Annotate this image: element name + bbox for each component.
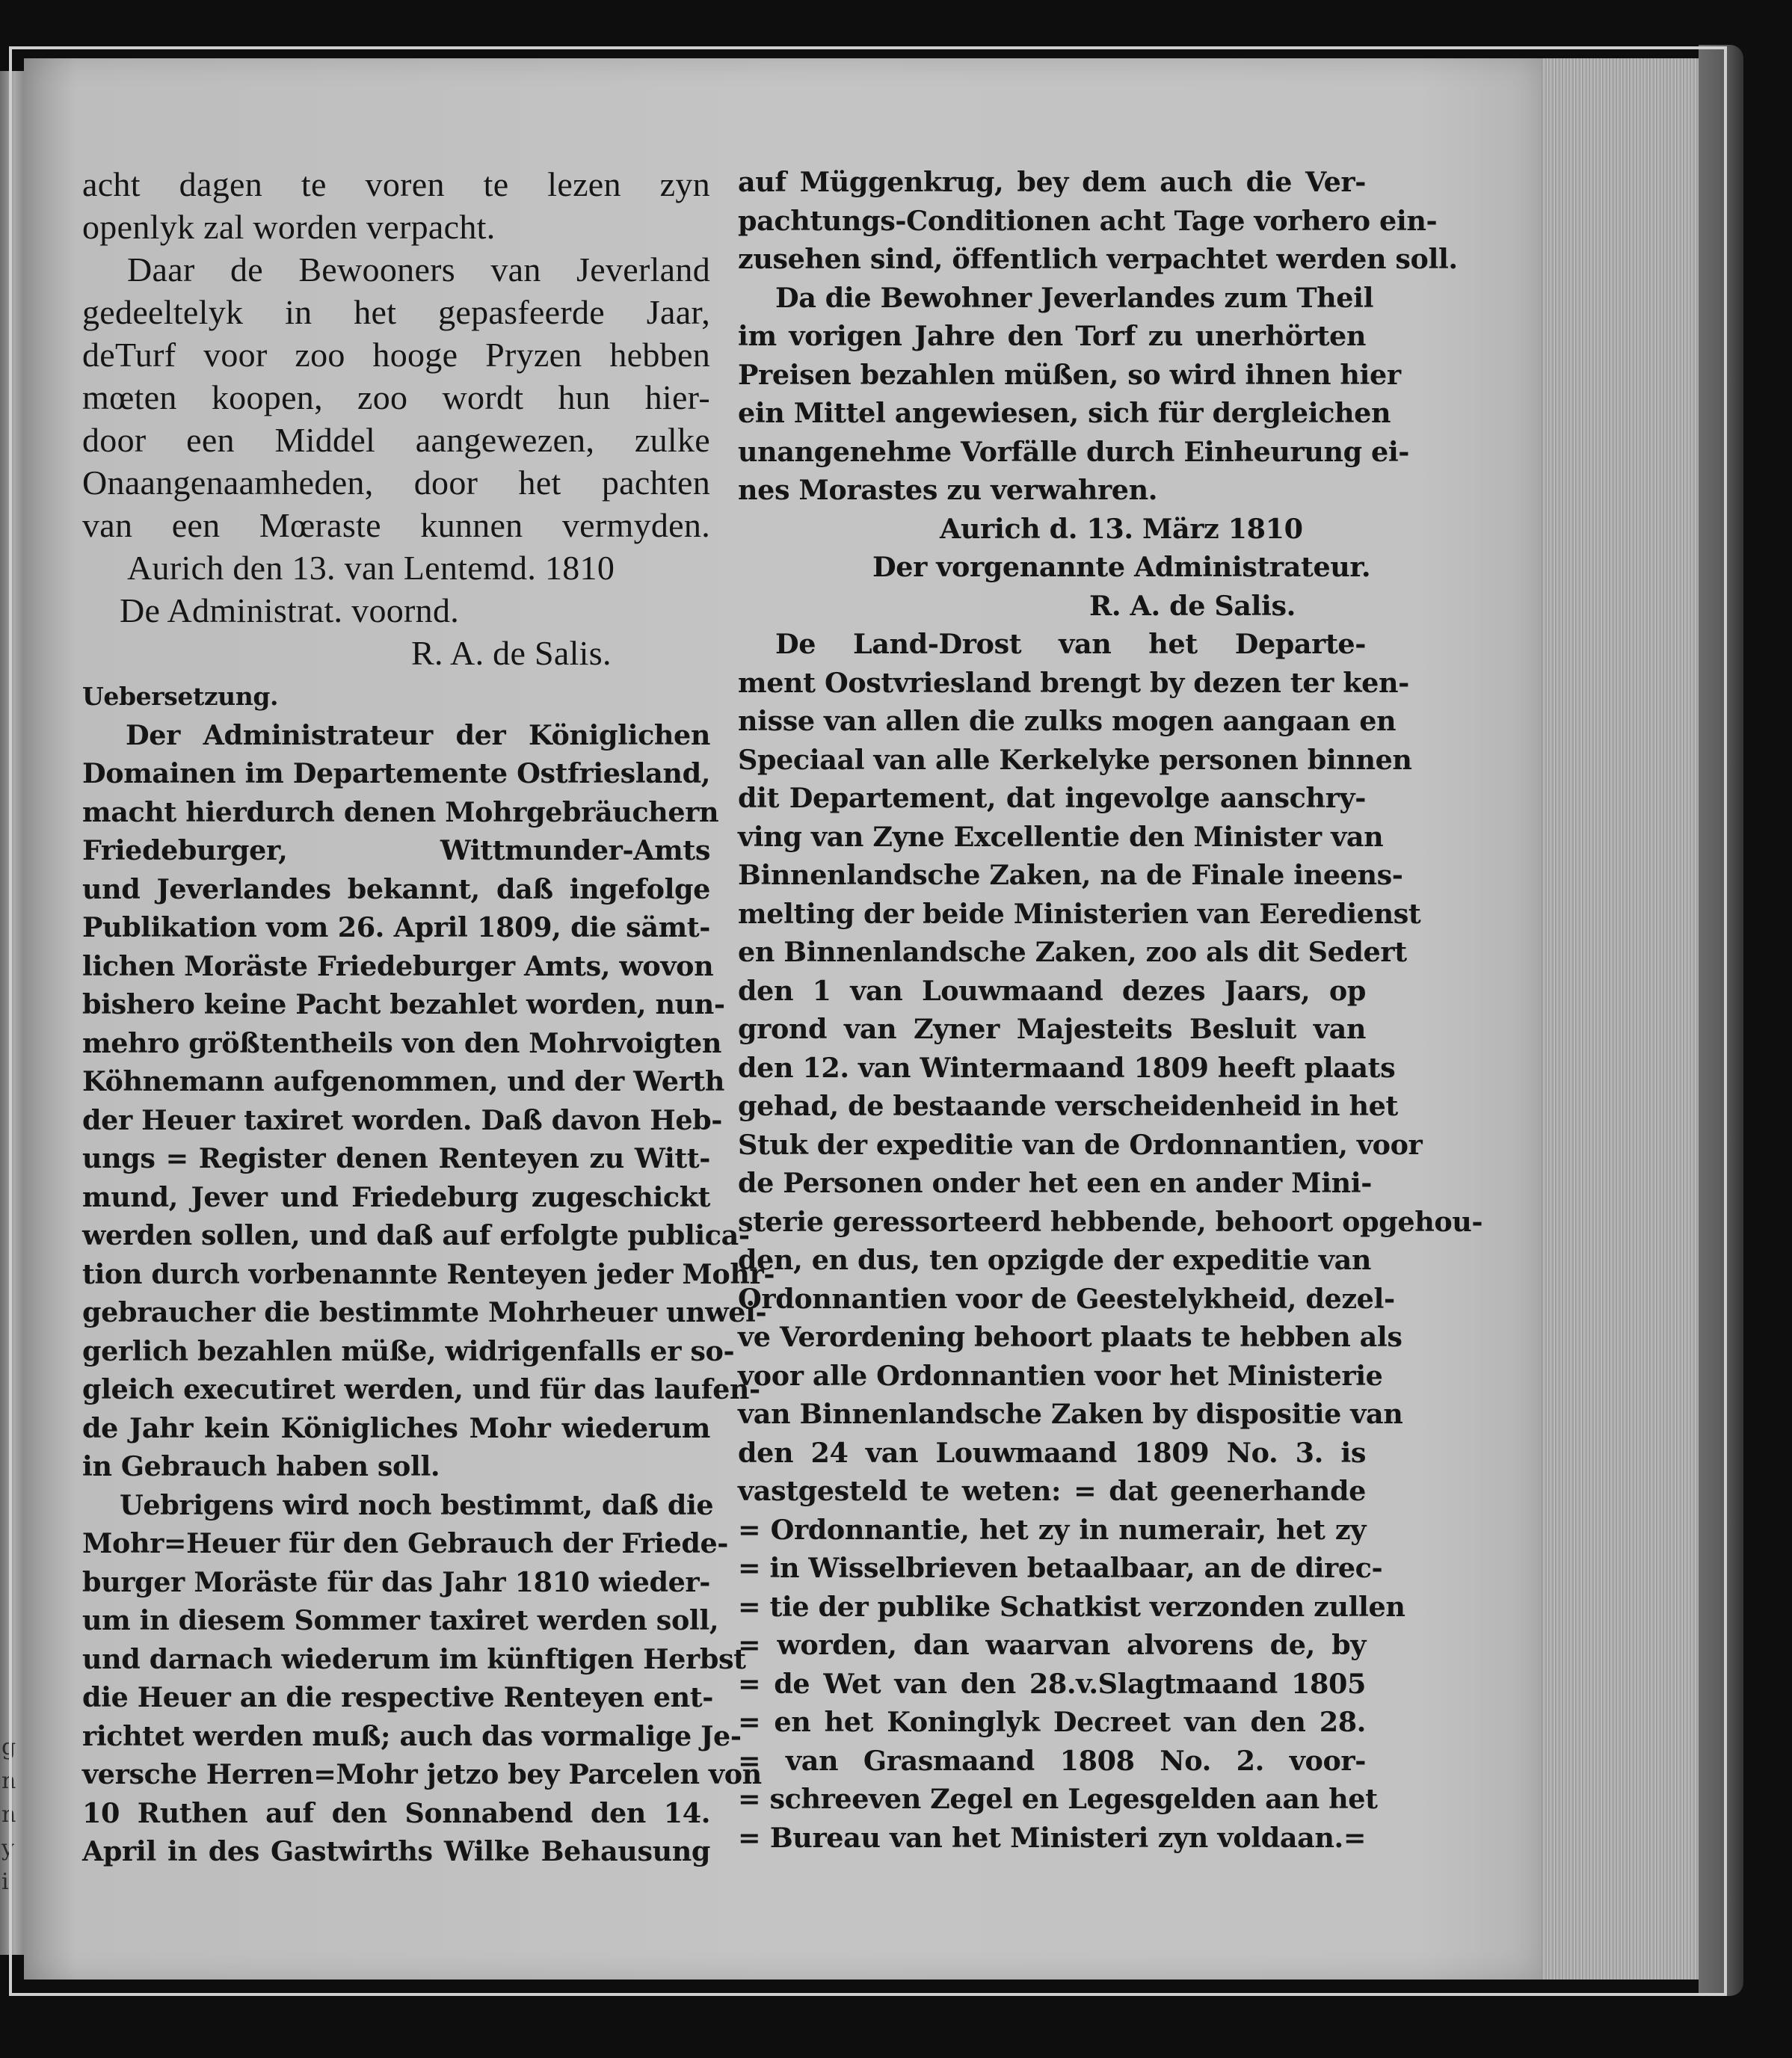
text-line: = in Wisselbrieven betaalbaar, an de direc- [738, 1552, 1383, 1584]
text-line: acht dagen te voren te lezen zyn [82, 165, 710, 203]
text-line: gedeeltelyk in het gepasfeerde Jaar, [82, 293, 710, 331]
text-line: = Bureau van het Ministeri zyn voldaan.= [738, 1821, 1366, 1854]
page-block-edges [1542, 58, 1699, 1980]
text-line: pachtungs-Conditionen acht Tage vorhero ein- [738, 204, 1438, 237]
text-line: nes Morastes zu verwahren. [738, 474, 1158, 506]
text-line: Ordonnantien voor de Geestelykheid, dezel- [738, 1282, 1395, 1315]
text-line: mund, Jever und Friedeburg zugeschickt [82, 1180, 710, 1213]
text-line: zusehen sind, öffentlich verpachtet werden soll. [738, 243, 1458, 275]
text-line: openlyk zal worden verpacht. [82, 208, 496, 246]
text-line: sterie geressorteerd hebbende, behoort opgehou- [738, 1205, 1483, 1238]
text-line: Onaangenaamheden, door het pachten [82, 463, 710, 502]
text-line: macht hierdurch denen Mohrgebräuchern [82, 795, 719, 828]
german-translation-text [82, 677, 775, 1871]
text-line: gleich executiret werden, und für das laufen- [82, 1373, 760, 1405]
text-line: voor alle Ordonnantien voor het Ministerie [738, 1359, 1383, 1392]
text-line: ungs = Register denen Renteyen zu Witt- [82, 1142, 710, 1174]
text-line: Friedeburger, Wittmunder-Amts [82, 834, 710, 866]
text-line: Binnenlandsche Zaken, na de Finale ineens- [738, 859, 1403, 891]
sliver-char: g [1, 1734, 16, 1760]
text-line: lichen Moräste Friedeburger Amts, wovon [82, 949, 714, 982]
text-line: De Land-Drost van het Departe- [775, 628, 1366, 660]
text-line: ein Mittel angewiesen, sich für dergleichen [738, 397, 1391, 429]
text-line: Speciaal van alle Kerkelyke personen binnen [738, 743, 1412, 776]
text-line: ve Verordening behoort plaats te hebben als [738, 1321, 1402, 1353]
text-line: = en het Koninglyk Decreet van den 28. [738, 1706, 1366, 1738]
text-line: April in des Gastwirths Wilke Behausung [82, 1835, 710, 1867]
adjacent-page-characters [1, 1731, 19, 1899]
text-line: = van Grasmaand 1808 No. 2. voor- [738, 1744, 1366, 1777]
text-line: gehad, de bestaande verscheidenheid in het [738, 1090, 1398, 1122]
text-line: den 1 van Louwmaand dezes Jaars, op [738, 974, 1366, 1007]
text-line: burger Moräste für das Jahr 1810 wieder- [82, 1565, 710, 1598]
sliver-char: i [1, 1869, 9, 1895]
text-line: = tie der publike Schatkist verzonden zullen [738, 1590, 1405, 1623]
text-line: door een Middel aangewezen, zulke [82, 421, 710, 459]
text-line: ment Oostvriesland brengt by dezen ter ken- [738, 666, 1409, 699]
text-line: unangenehme Vorfälle durch Einheurung ei- [738, 435, 1410, 468]
dutch-notice-text [82, 163, 710, 674]
text-line: dit Departement, dat ingevolge aanschry- [738, 782, 1366, 814]
text-line: van Binnenlandsche Zaken by dispositie van [738, 1398, 1403, 1430]
text-line: ving van Zyne Excellentie den Minister van [738, 820, 1384, 853]
text-line: gerlich bezahlen müße, widrigenfalls er so- [82, 1334, 735, 1367]
adjacent-page-edge [0, 71, 24, 1955]
sliver-char: n [1, 1802, 16, 1828]
text-line: auf Müggenkrug, bey dem auch die Ver- [738, 166, 1366, 198]
text-line: Mohr=Heuer für den Gebrauch der Friede- [82, 1527, 729, 1559]
text-line: deTurf voor zoo hooge Pryzen hebben [82, 336, 710, 374]
text-line: Stuk der expeditie van de Ordonnantien, voor [738, 1128, 1423, 1161]
text-line: = Ordonnantie, het zy in numerair, het zy [738, 1513, 1366, 1546]
text-line: Domainen im Departemente Ostfriesland, [82, 757, 710, 789]
german-continuation-text [738, 163, 1458, 625]
dutch-decree-text [738, 625, 1483, 1857]
text-line: Köhnemann aufgenommen, und der Werth [82, 1065, 724, 1097]
text-line: den, en dus, ten opzigde der expeditie van [738, 1244, 1371, 1276]
text-line: grond van Zyner Majesteits Besluit van [738, 1013, 1366, 1045]
text-line: Da die Bewohner Jeverlandes zum Theil [775, 281, 1374, 314]
text-line: vastgesteld te weten: = dat geenerhande [738, 1475, 1366, 1507]
text-line: der Heuer taxiret worden. Daß davon Heb- [82, 1103, 723, 1136]
book-page [24, 58, 1542, 1980]
text-line: = schreeven Zegel en Legesgelden aan het [738, 1783, 1378, 1815]
text-line: richtet werden muß; auch das vormalige Je- [82, 1719, 742, 1752]
text-line: den 12. van Wintermaand 1809 heeft plaats [738, 1051, 1396, 1084]
text-line: die Heuer an die respective Renteyen ent- [82, 1681, 713, 1713]
text-line: werden sollen, und daß auf erfolgte publica- [82, 1219, 750, 1251]
text-line: melting der beide Ministerien van Eeredienst [738, 897, 1421, 930]
text-line: 10 Ruthen auf den Sonnabend den 14. [82, 1796, 710, 1829]
left-text-column [82, 163, 775, 1871]
signature-name: R. A. de Salis. [1089, 589, 1296, 622]
text-line: gebraucher die bestimmte Mohrheuer unwei- [82, 1296, 767, 1328]
text-line: den 24 van Louwmaand 1809 No. 3. is [738, 1436, 1366, 1469]
date-line: Aurich d. 13. März 1810 [940, 512, 1303, 545]
sliver-char: n [1, 1768, 16, 1794]
text-line: = worden, dan waarvan alvorens de, by [738, 1629, 1366, 1661]
text-line: versche Herren=Mohr jetzo bey Parcelen von [82, 1758, 762, 1790]
text-line: mehro größtentheils von den Mohrvoigten [82, 1026, 721, 1059]
text-line: und darnach wiederum im künftigen Herbst [82, 1642, 746, 1675]
text-line: Der Administrateur der Königlichen [126, 718, 710, 751]
translation-heading: Uebersetzung. [82, 682, 279, 711]
text-line: van een Mœraste kunnen vermyden. [82, 506, 710, 544]
text-line: Uebrigens wird noch bestimmt, daß die [120, 1488, 714, 1521]
text-line: = de Wet van den 28.v.Slagtmaand 1805 [738, 1667, 1366, 1700]
right-text-column [738, 163, 1483, 1857]
sliver-char: y [1, 1835, 14, 1861]
text-line: de Jahr kein Königliches Mohr wiederum [82, 1411, 710, 1444]
text-line: nisse van allen die zulks mogen aangaan en [738, 705, 1397, 737]
book-cover-edge [1699, 45, 1743, 1996]
text-line: Publikation vom 26. April 1809, die sämt- [82, 911, 710, 943]
text-line: im vorigen Jahre den Torf zu unerhörten [738, 320, 1366, 352]
date-line: Aurich den 13. van Lentemd. 1810 [127, 549, 615, 587]
text-line: in Gebrauch haben soll. [82, 1450, 440, 1482]
text-line: und Jeverlandes bekannt, daß ingefolge [82, 872, 710, 905]
signature-name: R. A. de Salis. [411, 634, 612, 672]
text-line: de Personen onder het een en ander Mini- [738, 1167, 1373, 1199]
text-line: um in diesem Sommer taxiret werden soll, [82, 1604, 719, 1636]
text-line: en Binnenlandsche Zaken, zoo als dit Sedert [738, 936, 1407, 968]
signature-title: Der vorgenannte Administrateur. [872, 551, 1371, 583]
text-line: tion durch vorbenannte Renteyen jeder Mohr- [82, 1257, 775, 1290]
text-line: bishero keine Pacht bezahlet worden, nun- [82, 988, 725, 1020]
text-line: Daar de Bewooners van Jeverland [127, 250, 710, 289]
signature-title: De Administrat. voornd. [120, 591, 460, 629]
text-line: mœten koopen, zoo wordt hun hier- [82, 378, 710, 416]
text-line: Preisen bezahlen müßen, so wird ihnen hier [738, 358, 1401, 391]
